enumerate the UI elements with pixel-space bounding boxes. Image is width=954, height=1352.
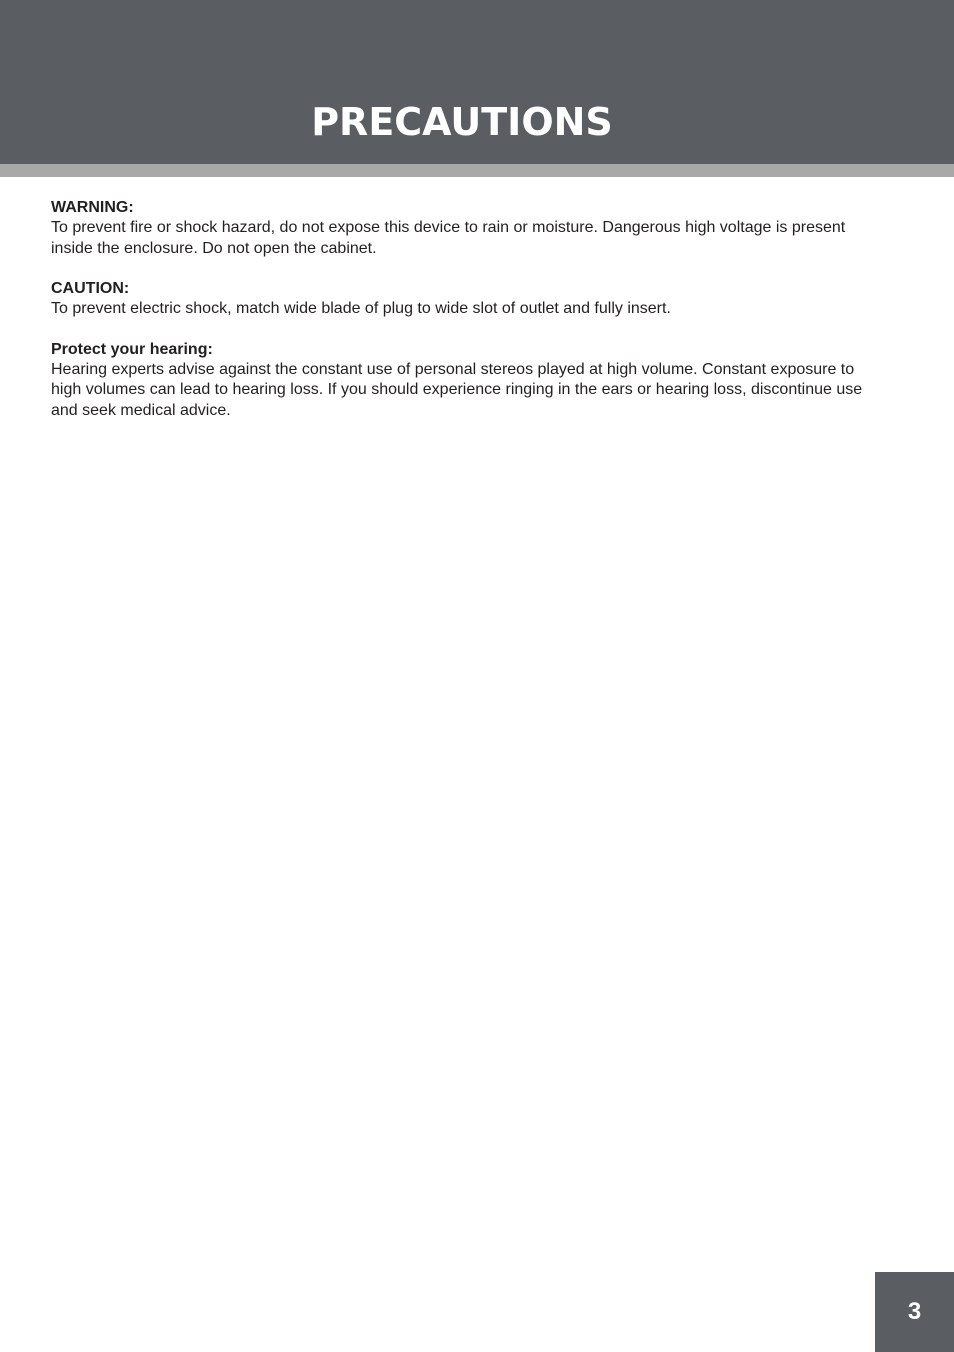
precautions-content bbox=[51, 198, 871, 441]
caution-text: To prevent electric shock, match wide blade of plug to wide slot of outlet and fully insert. bbox=[51, 300, 671, 317]
page-number-tab bbox=[875, 1272, 954, 1352]
caution-heading: CAUTION: bbox=[51, 280, 130, 297]
caution-section bbox=[51, 279, 871, 320]
hearing-text: Hearing experts advise against the constant use of personal stereos played at high volume. Constant exposure to high volumes can lead to hearing loss. If you should experience ringing in the ears or hearing loss, discontinue use and seek medical advice. bbox=[51, 360, 863, 419]
warning-heading: WARNING: bbox=[51, 199, 134, 216]
hearing-heading: Protect your hearing: bbox=[51, 340, 213, 358]
hearing-section bbox=[51, 340, 871, 422]
warning-section bbox=[51, 198, 871, 259]
page-number: 3 bbox=[907, 1298, 922, 1325]
header-divider-stripe bbox=[0, 164, 954, 177]
page-title: PRECAUTIONS bbox=[311, 100, 613, 144]
warning-text: To prevent fire or shock hazard, do not expose this device to rain or moisture. Dangerous high voltage is present inside the enclosure. Do not open the cabinet. bbox=[51, 219, 846, 257]
